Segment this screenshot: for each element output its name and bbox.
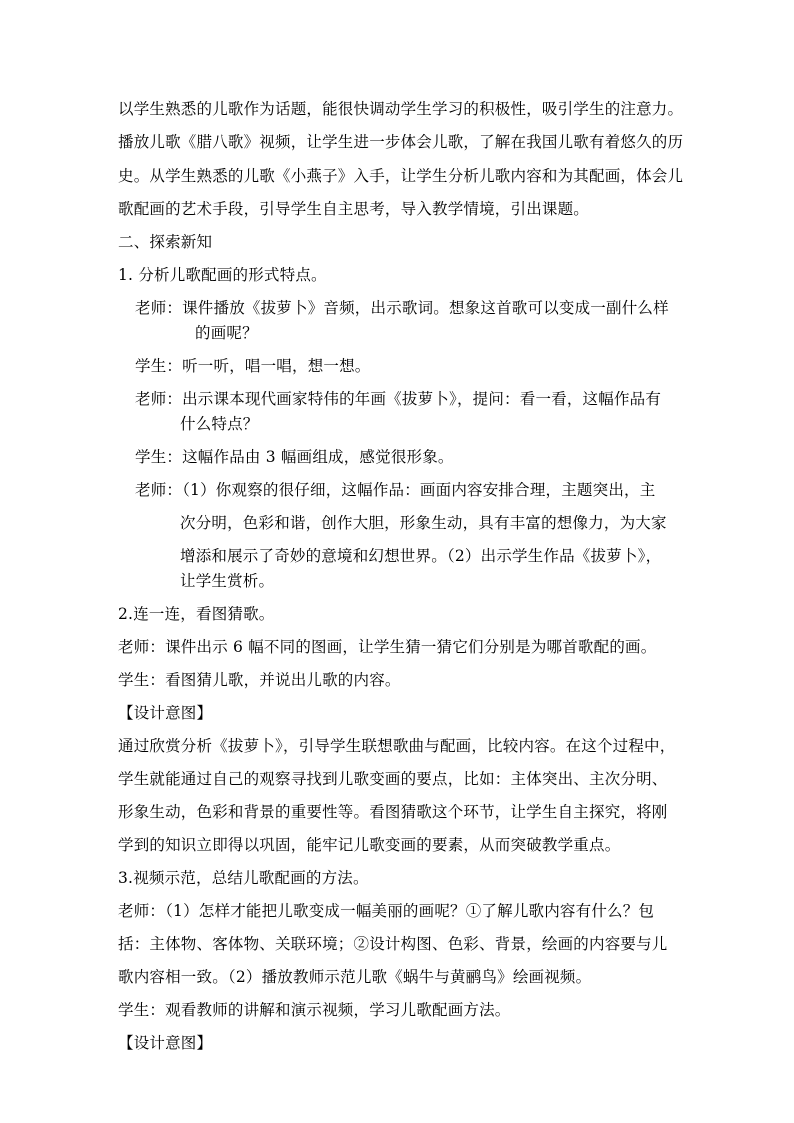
text-line: 次分明，色彩和谐，创作大胆，形象生动，具有丰富的想像力，为大家 bbox=[180, 514, 667, 532]
section-heading: 二、探索新知 bbox=[118, 233, 213, 251]
text-line: 学生：看图猜儿歌，并说出儿歌的内容。 bbox=[118, 671, 401, 689]
design-intent-heading: 【设计意图】 bbox=[118, 1034, 213, 1052]
text-line: 增添和展示了奇妙的意境和幻想世界。（2）出示学生作品《拔萝卜》， bbox=[180, 547, 662, 565]
text-line: 括：主体物、客体物、关联环境；②设计构图、色彩、背景，绘画的内容要与儿 bbox=[118, 935, 668, 953]
text-line: 歌内容相一致。（2）播放教师示范儿歌《蜗牛与黄鹂鸟》绘画视频。 bbox=[118, 968, 592, 986]
text-line: 歌配画的艺术手段，引导学生自主思考，导入教学情境，引出课题。 bbox=[118, 200, 590, 218]
subsection-heading: 3.视频示范，总结儿歌配画的方法。 bbox=[118, 869, 369, 887]
text-line: 学生：听一听，唱一唱，想一想。 bbox=[135, 357, 371, 375]
text-line: 通过欣赏分析《拔萝卜》，引导学生联想歌曲与配画，比较内容。在这个过程中， bbox=[118, 737, 676, 755]
text-line: 学生：这幅作品由 3 幅画组成，感觉很形象。 bbox=[135, 448, 454, 466]
text-line: 史。从学生熟悉的儿歌《小燕子》入手，让学生分析儿歌内容和为其配画，体会儿 bbox=[118, 167, 684, 185]
text-line: 形象生动，色彩和背景的重要性等。看图猜歌这个环节，让学生自主探究，将刚 bbox=[118, 803, 668, 821]
subsection-heading: 1. 分析儿歌配画的形式特点。 bbox=[118, 266, 327, 284]
design-intent-heading: 【设计意图】 bbox=[118, 704, 213, 722]
subsection-heading: 2.连一连，看图猜歌。 bbox=[118, 605, 275, 623]
text-line: 老师：出示课本现代画家特伟的年画《拔萝卜》，提问：看一看，这幅作品有 bbox=[135, 390, 662, 408]
text-line: 老师：（1）你观察的很仔细，这幅作品：画面内容安排合理，主题突出，主 bbox=[135, 481, 656, 499]
text-line: 让学生赏析。 bbox=[180, 572, 275, 590]
text-line: 学生：观看教师的讲解和演示视频，学习儿歌配画方法。 bbox=[118, 1001, 511, 1019]
text-line: 播放儿歌《腊八歌》视频，让学生进一步体会儿歌，了解在我国儿歌有着悠久的历 bbox=[118, 133, 684, 151]
text-line: 老师：课件播放《拔萝卜》音频，出示歌词。想象这首歌可以变成一副什么样 bbox=[135, 299, 669, 317]
text-line: 学到的知识立即得以巩固，能牢记儿歌变画的要素，从而突破教学重点。 bbox=[118, 836, 621, 854]
text-line: 什么特点？ bbox=[180, 415, 259, 433]
text-line: 的画呢？ bbox=[195, 324, 258, 342]
text-line: 老师：课件出示 6 幅不同的图画，让学生猜一猜它们分别是为哪首歌配的画。 bbox=[118, 638, 657, 656]
text-line: 学生就能通过自己的观察寻找到儿歌变画的要点，比如：主体突出、主次分明、 bbox=[118, 770, 668, 788]
text-line: 以学生熟悉的儿歌作为话题，能很快调动学生学习的积极性，吸引学生的注意力。 bbox=[118, 100, 684, 118]
text-line: 老师：（1）怎样才能把儿歌变成一幅美丽的画呢？①了解儿歌内容有什么？包 bbox=[118, 902, 655, 920]
